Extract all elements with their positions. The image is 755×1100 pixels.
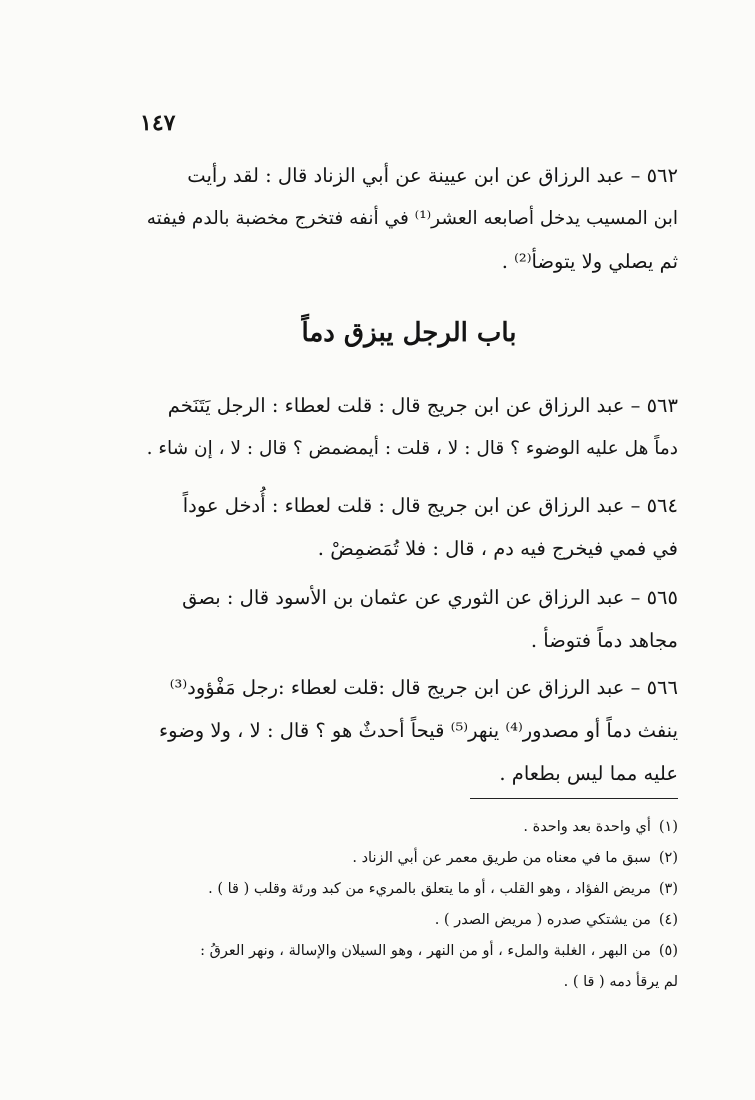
footnotes — [140, 812, 678, 998]
hadith-566 — [140, 666, 678, 795]
footnote-text: من البهر ، الغلبة والملء ، أو من النهر ، وهو السيلان والإسالة ، ونهر العرقُ : — [200, 943, 651, 959]
footnote-number: (٤) — [658, 912, 678, 928]
footnote-item — [140, 905, 678, 936]
hadith-562-line-1: ٥٦٢ – عبد الرزاق عن ابن عيينة عن أبي الزناد قال : لقد رأيت — [187, 164, 678, 187]
footnote-continuation: لم يرقأ دمه ( قا ) . — [563, 974, 678, 990]
footnote-item — [140, 936, 678, 967]
hadith-565-line-2: مجاهد دماً فتوضأ . — [530, 629, 678, 652]
footnote-item — [140, 874, 678, 905]
hadith-565-line-1: ٥٦٥ – عبد الرزاق عن الثوري عن عثمان بن الأسود قال : بصق — [182, 586, 678, 609]
page-number: ١٤٧ — [140, 110, 176, 136]
footnote-text: سبق ما في معناه من طريق معمر عن أبي الزناد . — [352, 850, 651, 866]
footnote-text: من يشتكي صدره ( مريض الصدر ) . — [434, 912, 651, 928]
footnote-divider — [470, 798, 678, 799]
hadith-566-line-2: ينفث دماً أو مصدور⁽⁴⁾ ينهر⁽⁵⁾ قيحاً أحدثٌ هو ؟ قال : لا ، ولا وضوء — [159, 719, 678, 742]
footnote-item — [140, 812, 678, 843]
footnote-number: (٣) — [658, 881, 678, 897]
hadith-562-line-3: ثم يصلي ولا يتوضأ⁽²⁾ . — [501, 250, 678, 273]
hadith-564-line-2: في فمي فيخرج فيه دم ، قال : فلا تُمَضمِضْ . — [317, 537, 678, 560]
hadith-564-line-1: ٥٦٤ – عبد الرزاق عن ابن جريج قال : قلت لعطاء : أُدخل عوداً — [182, 494, 678, 517]
footnote-number: (٢) — [658, 850, 678, 866]
hadith-563-line-1: ٥٦٣ – عبد الرزاق عن ابن جريج قال : قلت لعطاء : الرجل يَتَنَخم — [167, 394, 678, 417]
footnote-number: (١) — [658, 819, 678, 835]
hadith-563-line-2: دماً هل عليه الوضوء ؟ قال : لا ، قلت : أيمضمض ؟ قال : لا ، إن شاء . — [146, 438, 678, 459]
hadith-565 — [140, 576, 678, 662]
hadith-564 — [140, 484, 678, 570]
hadith-562 — [140, 154, 678, 283]
footnote-number: (٥) — [658, 943, 678, 959]
footnote-text: أي واحدة بعد واحدة . — [523, 819, 651, 835]
footnote-text: مريض الفؤاد ، وهو القلب ، أو ما يتعلق بالمريء من كبد ورئة وقلب ( قا ) . — [208, 881, 651, 897]
hadith-566-line-1: ٥٦٦ – عبد الرزاق عن ابن جريج قال :قلت لعطاء :رجل مَفْؤود⁽³⁾ — [169, 676, 678, 699]
footnote-item — [140, 843, 678, 874]
hadith-563 — [140, 384, 678, 470]
hadith-562-line-2: ابن المسيب يدخل أصابعه العشر⁽¹⁾ في أنفه فتخرج مخضبة بالدم فيفته — [146, 208, 678, 229]
chapter-title: باب الرجل يبزق دماً — [301, 318, 517, 348]
hadith-566-line-3: عليه مما ليس بطعام . — [499, 762, 678, 785]
